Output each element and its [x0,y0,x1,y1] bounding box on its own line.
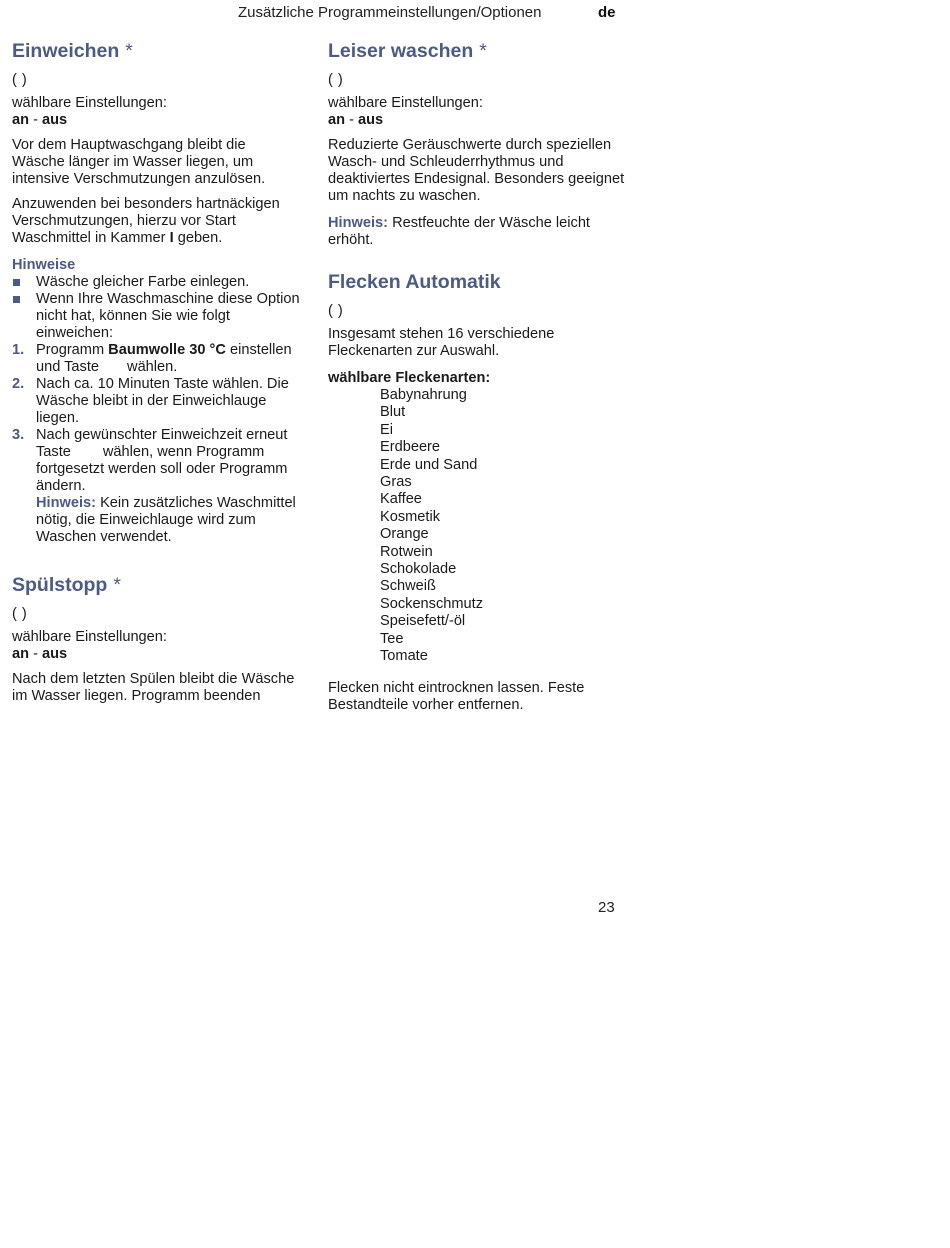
section-title-spuelstopp: Spülstopp * [12,574,121,596]
page-header [0,4,950,24]
hint-label: Hinweis: [36,495,97,511]
section-title-flecken-automatik: Flecken Automatik [328,271,501,293]
settings-values: an - aus [12,112,68,128]
stain-item: Schokolade [380,561,457,578]
section-flecken-automatik [328,269,628,714]
stain-item: Schweiß [380,578,436,595]
section-title-leiser-waschen: Leiser waschen * [328,40,487,62]
option-star: * [113,574,121,596]
stain-item: Gras [380,474,412,491]
button-placeholder: ( ) [328,303,344,319]
header-language: de [598,4,616,21]
header-title: Zusätzliche Programmeinstellungen/Optionen [238,4,542,21]
settings-label: wählbare Einstellungen: [328,95,483,111]
list-item: Wäsche gleicher Farbe einlegen. [12,274,302,291]
stain-list [328,387,628,666]
left-column [12,38,302,705]
stain-item: Erdbeere [380,439,441,456]
footer-para: Flecken nicht eintrocknen lassen. Feste Bestandteile vorher entfernen. [328,679,585,713]
step-item: 2. Nach ca. 10 Minuten Taste wählen. Die Wäsche bleibt in der Einweichlauge liegen. [12,376,289,426]
section-title-einweichen: Einweichen * [12,40,133,62]
stain-item: Erde und Sand [380,456,478,473]
settings-label: wählbare Einstellungen: [12,629,167,645]
right-column [328,38,628,714]
stain-item: Tomate [380,648,428,665]
usage-para: Anzuwenden bei besonders hartnäckigen Verschmutzungen, hierzu vor Start Waschmittel in Kammer I geben. [12,196,280,246]
section-leiser-waschen [328,38,628,249]
page-number: 23 [598,899,615,916]
stain-item: Sockenschmutz [380,595,484,612]
bullet-square-icon [13,296,20,303]
steps-list [12,342,302,546]
stain-item: Rotwein [380,543,433,560]
stain-item: Blut [380,404,406,421]
button-placeholder: ( ) [12,72,28,88]
bullet-square-icon [13,279,20,286]
button-placeholder: ( ) [328,72,344,88]
option-star: * [479,40,487,62]
description-para: Nach dem letzten Spülen bleibt die Wäsche im Wasser liegen. Programm beenden [12,671,295,704]
stain-item: Ei [380,421,393,438]
settings-values: an - aus [328,112,384,128]
button-placeholder: ( ) [12,606,28,622]
step-item: 3. Nach gewünschter Einweichzeit erneut Taste wählen, wenn Programm fortgesetzt werden soll oder Programm ändern. Hinweis: Kein zusätzliches Waschmittel nötig, die Einweichlauge wird zum Waschen verwendet. [12,427,296,545]
settings-label: wählbare Einstellungen: [12,95,167,111]
stain-list-title: wählbare Fleckenarten: [328,370,491,386]
hint-para: Hinweis: Restfeuchte der Wäsche leicht erhöht. [328,215,590,248]
section-spuelstopp [12,572,302,705]
section-einweichen [12,38,302,546]
intro-para: Insgesamt stehen 16 verschiedene Fleckenarten zur Auswahl. [328,326,555,359]
stain-item: Kosmetik [380,508,441,525]
stain-item: Babynahrung [380,387,467,403]
hint-label: Hinweis: [328,215,389,231]
stain-item: Orange [380,526,429,543]
stain-item: Tee [380,630,404,647]
hinweise-list [12,274,302,342]
settings-values: an - aus [12,646,68,662]
description-para: Vor dem Hauptwaschgang bleibt die Wäsche länger im Wasser liegen, um intensive Verschmutzungen anzulösen. [12,137,266,187]
option-star: * [125,40,133,62]
step-item: 1. Programm Baumwolle 30 °C einstellen und Taste wählen. [12,342,292,375]
stain-item: Speisefett/-öl [380,613,466,630]
description-para: Reduzierte Geräuschwerte durch speziellen Wasch- und Schleuderrhythmus und deaktiviertes Endesignal. Besonders geeignet um nachts zu waschen. [328,137,625,204]
stain-item: Kaffee [380,491,422,508]
hinweise-heading: Hinweise [12,257,76,273]
list-item: Wenn Ihre Waschmaschine diese Option nicht hat, können Sie wie folgt einweichen: [12,291,302,342]
